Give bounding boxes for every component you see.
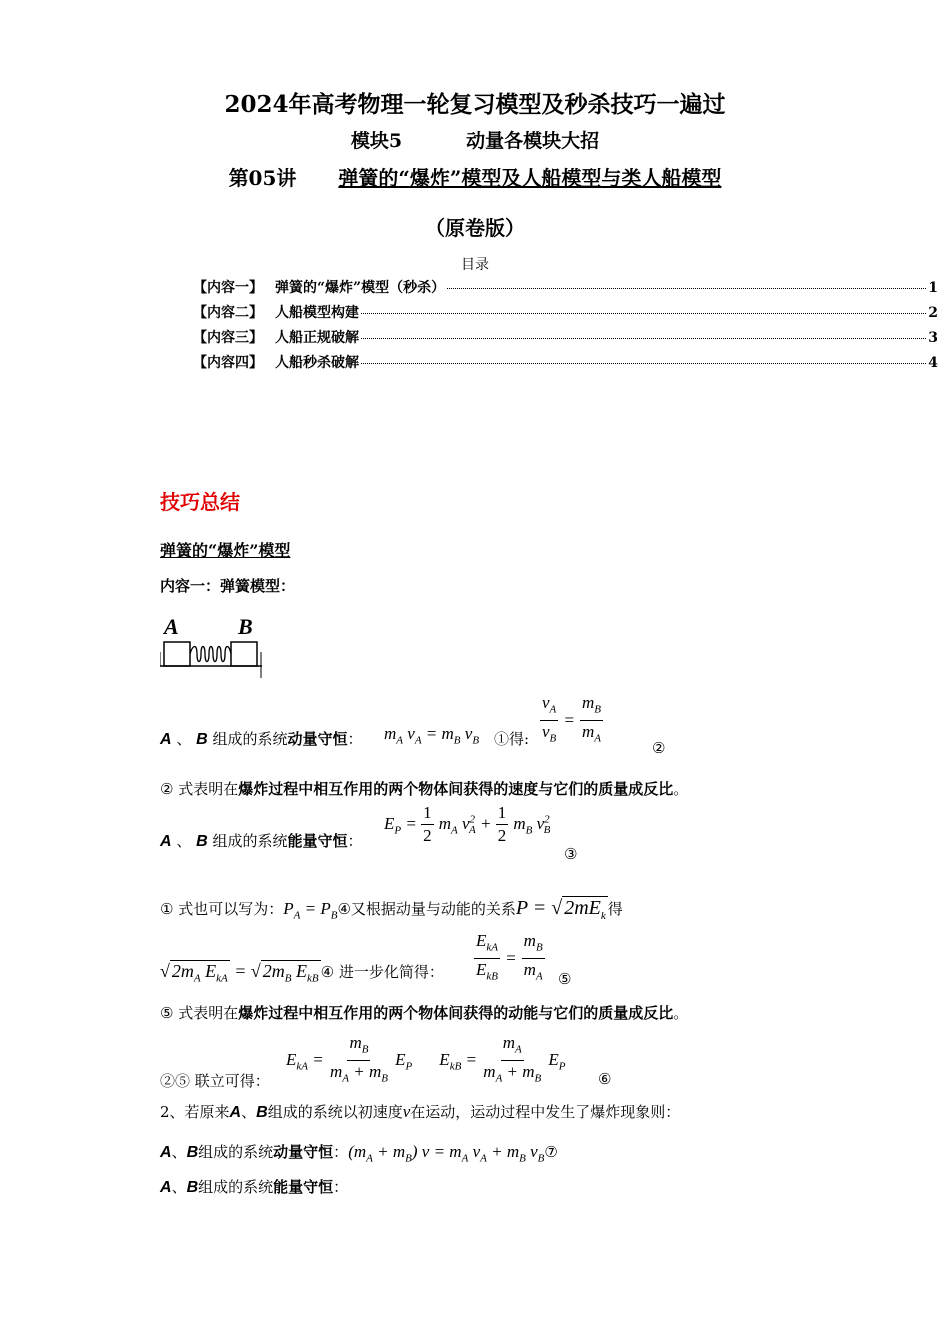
bold-term: 能量守恒 (287, 832, 348, 850)
text-fragment: ② 式表明在 (160, 780, 239, 798)
toc-item[interactable] (193, 352, 938, 372)
fraction: $\frac{m_B}{m_A}$ (581, 693, 601, 745)
toc-page: 3 (928, 330, 938, 346)
toc-text: 人船秒杀破解 (275, 355, 359, 371)
toc-item[interactable] (193, 327, 938, 347)
momentum-energy-relation-line: ① 式也可以写为：$P_A$ = $P_B④$又根据动量与动能的关系P = √ $2mE_k$ 得 (160, 897, 623, 922)
figure-label-b: B (238, 614, 253, 639)
equation-2: $\frac{v_A}{v_B}$ = $\frac{m_B}{m_A}$ (540, 692, 603, 750)
content1-label: 内容一：弹簧模型： (160, 577, 296, 595)
text-fragment: 得 (607, 900, 623, 918)
equation-mark: ⑤ (558, 970, 572, 988)
explanation-line (160, 778, 688, 799)
toc-tag: 【内容一】 (193, 280, 263, 296)
symbol-b: B (256, 1104, 268, 1121)
toc-leader (361, 363, 926, 364)
fraction: $\frac{1}{2}$ (497, 803, 507, 845)
toc-page: 2 (928, 305, 938, 321)
toc-heading: 目录 (461, 257, 489, 273)
bold-term: 能量守恒 (273, 1178, 334, 1196)
toc-text: 人船正规破解 (275, 330, 359, 346)
bold-term: 动量守恒 (287, 730, 348, 748)
toc-leader (361, 338, 926, 339)
toc-leader (447, 288, 926, 289)
document-title: 2024年高考物理一轮复习模型及秒杀技巧一遍过 (224, 91, 726, 118)
text-fragment: 组成的系统以初速度 (267, 1103, 403, 1121)
module-label: 模块5 (350, 130, 403, 152)
fraction: $\frac{m_A}{m_A + m_B}$ (483, 1033, 542, 1085)
equation-mark: ② (652, 739, 666, 757)
text-fragment: 。 (673, 780, 689, 798)
toc-tag: 【内容三】 (193, 330, 263, 346)
equation-6: $E_{kA}$ = $\frac{m_B}{m_A + m_B}$ $E_P$ $E_{kB}$ = $\frac{m_A}{m_A + m_B}$ $E_P$ (286, 1032, 566, 1090)
text-fragment: ： (333, 1178, 349, 1196)
separator: 、 (171, 1178, 187, 1196)
module-name: 动量各模块大招 (466, 130, 600, 152)
toc-page: 1 (928, 280, 938, 296)
lecture-name: 弹簧的“爆炸”模型及人船模型与类人船模型 (338, 166, 722, 190)
symbol-a: A (160, 1179, 172, 1196)
separator: 、 (171, 1143, 187, 1161)
fraction: $\frac{1}{2}$ (423, 803, 432, 845)
explanation-line (160, 1002, 688, 1023)
eq1-tail: ①得: (494, 730, 530, 748)
sqrt-relation-line: √ $2m_A$ $E_{kA}$ = √ $2m_B$ $E_{kB}$ ④ 进一步化简得： (160, 961, 444, 985)
lecture-heading (0, 162, 950, 191)
toc-page: 4 (928, 355, 938, 371)
equation-5: $\frac{E_{kA}}{E_{kB}}$ = $\frac{m_B}{m_A}$ (474, 930, 545, 988)
toc-leader (361, 313, 926, 314)
symbol-a: A (229, 1104, 242, 1121)
fraction: $\frac{v_A}{v_B}$ (542, 693, 557, 745)
symbol-a: A (160, 731, 172, 748)
combined-result-line: ②⑤ 联立可得： (160, 1072, 270, 1090)
symbol-b: B (186, 1179, 199, 1196)
equation-3: $E_P$ = $\frac{1}{2}$ $m_A$ $v^2_A$ + $\frac{1}{2}$ $m_B$ $v^2_B$ (384, 803, 551, 845)
text-fragment: 组成的系统 (198, 1143, 274, 1161)
text-fragment: ⑤ 式表明在 (160, 1004, 239, 1022)
toc-item[interactable] (193, 277, 938, 297)
initial-velocity-line (160, 1101, 680, 1122)
text-fragment: 组成的系统 (212, 730, 288, 748)
module-heading (0, 126, 950, 153)
momentum-conservation-line (160, 728, 363, 749)
bold-term: 爆炸过程中相互作用的两个物体间获得的速度与它们的质量成反比 (238, 780, 674, 798)
subsection-title: 弹簧的“爆炸”模型 (160, 541, 291, 560)
block-a (164, 642, 190, 666)
separator: 、 (176, 730, 192, 748)
symbol-b: B (186, 1144, 199, 1161)
separator: 、 (176, 832, 192, 850)
lecture-label: 第05讲 (228, 166, 297, 190)
block-b (231, 642, 257, 666)
text-fragment: ： (347, 730, 363, 748)
energy-conservation-line-2 (160, 1176, 348, 1197)
energy-conservation-line (160, 830, 363, 851)
text-fragment: 2、若原来 (160, 1103, 230, 1121)
text-fragment: 。 (673, 1004, 689, 1022)
fraction: $\frac{m_B}{m_A}$ (523, 931, 543, 983)
equation-mark: ⑥ (598, 1070, 612, 1088)
text-fragment: 在运动，运动过程中发生了爆炸现象则： (410, 1103, 681, 1121)
symbol-a: A (160, 1144, 172, 1161)
fraction: $\frac{E_{kA}}{E_{kB}}$ (476, 931, 498, 983)
text-fragment: ④又根据动量与动能的关系 (337, 900, 516, 918)
text-fragment: ： (333, 1143, 349, 1161)
text-fragment: ： (347, 832, 363, 850)
fraction: $\frac{m_B}{m_A + m_B}$ (329, 1033, 388, 1085)
symbol-a: A (160, 833, 172, 850)
text-fragment: 组成的系统 (212, 832, 288, 850)
text-fragment: ① 式也可以写为： (160, 900, 284, 918)
figure-label-a: A (164, 614, 179, 639)
symbol-b: B (196, 731, 208, 748)
edition-label: （原卷版） (425, 216, 525, 240)
equation-mark: ⑦ (544, 1143, 558, 1161)
toc-tag: 【内容二】 (193, 305, 263, 321)
toc-text: 弹簧的“爆炸”模型（秒杀） (275, 280, 446, 296)
symbol-b: B (196, 833, 208, 850)
text-fragment: 组成的系统 (198, 1178, 274, 1196)
velocity-symbol: v (402, 1102, 411, 1121)
equation-mark: ③ (564, 845, 578, 863)
spring-coil (190, 647, 231, 662)
section-title: 技巧总结 (160, 490, 240, 514)
separator: 、 (241, 1103, 257, 1121)
toc-item[interactable] (193, 302, 938, 322)
text-fragment: ④ 进一步化简得： (320, 963, 444, 981)
bold-term: 动量守恒 (273, 1143, 334, 1161)
momentum-conservation-line-2: A、B组成的系统动量守恒：$(m_A + m_B) v = m_A$ $v_A + m_B$ $v_B⑦$ (160, 1142, 558, 1165)
spring-model-figure (160, 612, 265, 678)
bold-term: 爆炸过程中相互作用的两个物体间获得的动能与它们的质量成反比 (238, 1004, 674, 1022)
toc-text: 人船模型构建 (275, 305, 359, 321)
toc-tag: 【内容四】 (193, 355, 263, 371)
equation-1: $m_A$ $v_A = m_B$ $v_B$ (384, 724, 480, 747)
